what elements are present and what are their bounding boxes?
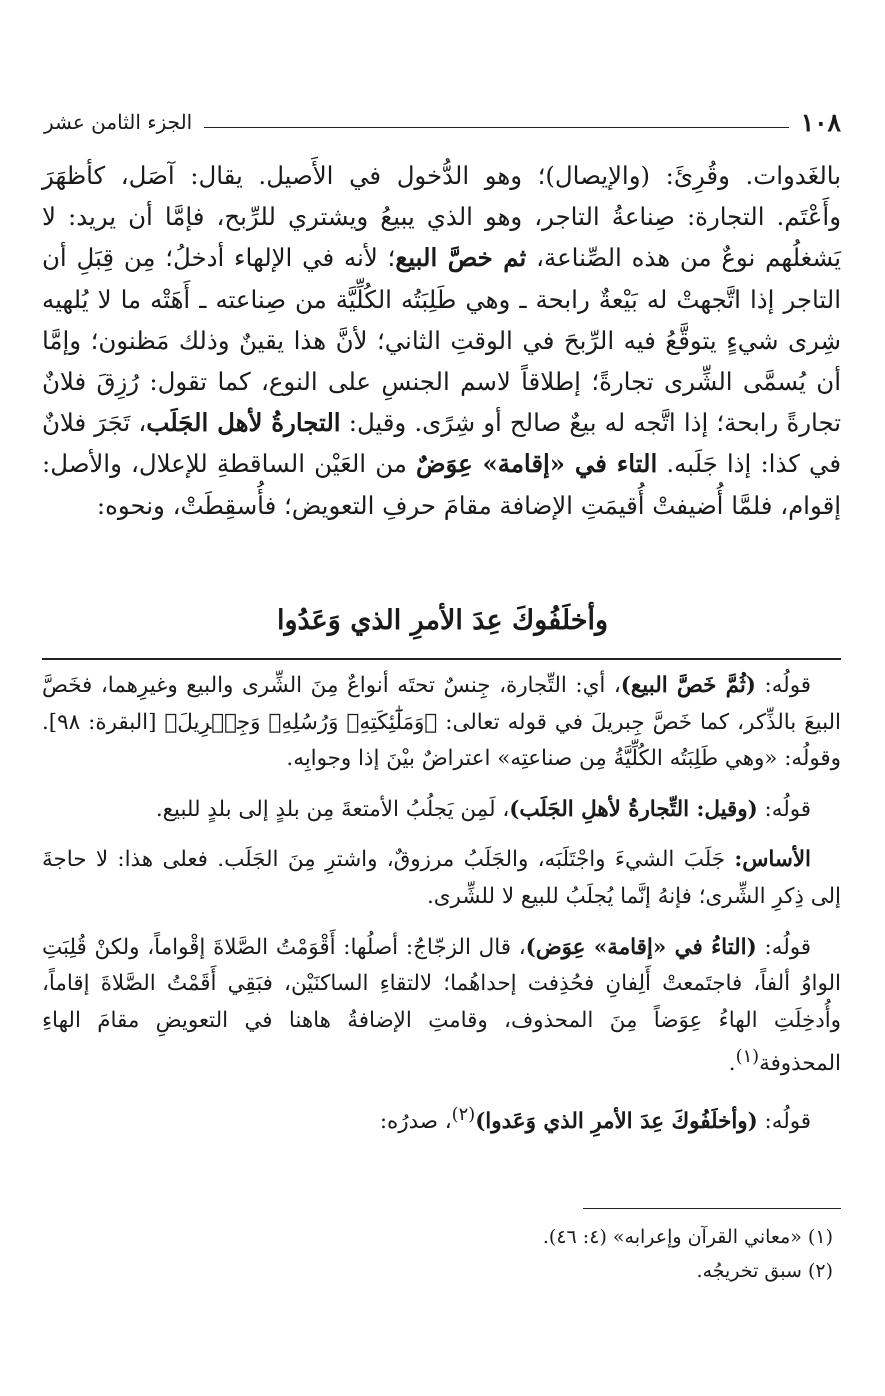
- commentary-span: ، أي: التِّجارة، جِنسٌ تحتَه أنواعٌ مِنَ الشِّرى والبيع وغيرِهما، فخَصَّ البيعَ بالذِّكر، كما خَصَّ جِبريلَ في قوله تعالى: ﴿وَمَلَٰٓئِكَتِهِۦ وَرُسُلِهِۦ وَجِبۡرِيلَ﴾ [البقرة: ٩٨]. وقولُه: «وهي طَلِبَتُه الكُلِّيَّةُ مِن صناعتِه» اعتراضٌ بيْنَ إذا وجوابِه.: [42, 673, 841, 772]
- main-text-span: ؛ لأنه في الإلهاء أدخلُ؛ مِن قِبَلِ أن التاجر إذا اتَّجهتْ له بَيْعةٌ رابحة ـ وهي طَلِبَتُه الكُلِّيَّة من صِناعته ـ أَهَتْه ما لا يُلهيه شِرى شيءٍ يتوقَّعُ فيه الرِّبحَ في الوقتِ الثاني؛ لأنَّ هذا يقينٌ وذلك مَظنون؛ وإمَّا أن يُسمَّى الشِّرى تجارةً؛ إطلاقاً لاسم الجنسِ على النوع، كما تقول: رُزِقَ فلانٌ تجارةً رابحة؛ إذا اتَّجه له بيعٌ صالح أو شِرًى. وقيل:: [42, 243, 841, 438]
- footnote-rule: [583, 1208, 841, 1209]
- page-number: ١٠٨: [800, 107, 841, 137]
- main-text-bold: ثم خصَّ البيع: [395, 243, 527, 273]
- poetry-verse: وأخلَفُوكَ عِدَ الأمرِ الذي وَعَدُوا: [276, 605, 609, 636]
- page-header: [44, 100, 841, 144]
- main-text-span: ، تَجَرَ فلانٌ في كذا: إذا جَلَبه.: [42, 408, 841, 479]
- commentary: [42, 668, 841, 1155]
- commentary-paragraph: [42, 1097, 841, 1141]
- commentary-bold: (وقيل: التِّجارةُ لأهلِ الجَلَب): [509, 796, 758, 822]
- footnote-ref: (١): [735, 1046, 760, 1068]
- commentary-paragraph: [42, 792, 841, 829]
- footnote: (٢) سبق تخريجُه.: [696, 1260, 833, 1282]
- commentary-paragraph: [42, 668, 841, 778]
- commentary-span: جَلَبَ الشيءَ واجْتَلَبَه، والجَلَبُ مرزوقٌ، واشترِ مِنَ الجَلَب. فعلى هذا: لا حاجةَ إلى ذِكرِ الشِّرى؛ فإنهُ إنَّما يُجلَبُ للبيع لا للشِّرى.: [42, 847, 841, 909]
- main-text: [42, 155, 841, 526]
- header-rule: [204, 127, 788, 128]
- footnote-ref: (٢): [451, 1104, 476, 1126]
- commentary-separator: [42, 658, 841, 660]
- commentary-span: ، قال الزجّاجُ: أصلُها: أَقْوَمْتُ الصَّلاةَ إقْواماً، ولكنْ قُلِبَتِ الواوُ ألفاً، فاجتَمعتْ أَلِفانِ فحُذِفت إحداهُما؛ لالتقاءِ الساكنَيْن، فبَقِي أَقَمْتُ الصَّلاةَ إقاماً، وأُدخِلَتِ الهاءُ عِوَضاً مِنَ المحذوف، وقامتِ الإضافةُ هاهنا في التعويضِ مقامَ الهاءِ المحذوفة: [42, 934, 841, 1077]
- main-text-span: بالغَدوات. وقُرِئَ: (والإيصال)؛ وهو الدُّخول في الأَصيل. يقال: آصَل، كأظهَرَ وأَعْتَم. التجارة: صِناعةُ التاجر، وهو الذي يبيعُ ويشتري للرِّبح، فإمَّا أن يريد: لا يَشغلُهم نوعٌ من هذه الصِّناعة،: [42, 161, 841, 273]
- footnote: (١) «معاني القرآن وإعرابه» (٤: ٤٦).: [542, 1226, 833, 1248]
- footnotes: [300, 1220, 833, 1288]
- commentary-span: قولُه:: [756, 934, 811, 960]
- commentary-span: قولُه:: [755, 673, 811, 698]
- commentary-bold: الأساس:: [734, 847, 811, 873]
- main-text-bold: التجارةُ لأهل الجَلَب: [146, 408, 341, 438]
- commentary-span: قولُه:: [757, 796, 811, 822]
- volume-title: الجزء الثامن عشر: [44, 110, 193, 134]
- commentary-bold: (التاءُ في «إقامة» عِوَض): [525, 934, 757, 960]
- commentary-paragraph: [42, 842, 841, 915]
- main-paragraph: [42, 155, 841, 526]
- main-text-bold: التاء في «إقامة» عِوَضٌ: [415, 449, 658, 479]
- commentary-bold: (ثُمَّ خَصَّ البيع): [620, 673, 756, 698]
- commentary-paragraph: [42, 930, 841, 1084]
- commentary-span: ، لَمِن يَجلُبُ الأمتعةَ مِن بلدٍ إلى بلدٍ للبيع.: [155, 796, 510, 822]
- commentary-span: ، صدرُه:: [379, 1109, 452, 1135]
- commentary-span: .: [728, 1051, 736, 1077]
- commentary-span: قولُه:: [757, 1109, 811, 1135]
- main-text-span: من العَيْن الساقطةِ للإعلال، والأصل: إقوام، فلمَّا أُضيفتْ أُقيمَتِ الإضافة مقامَ حرفِ التعويض؛ فأُسقِطَتْ، ونحوه:: [42, 449, 841, 520]
- commentary-bold: (وأخلَفُوكَ عِدَ الأمرِ الذي وَعَدوا): [475, 1109, 758, 1135]
